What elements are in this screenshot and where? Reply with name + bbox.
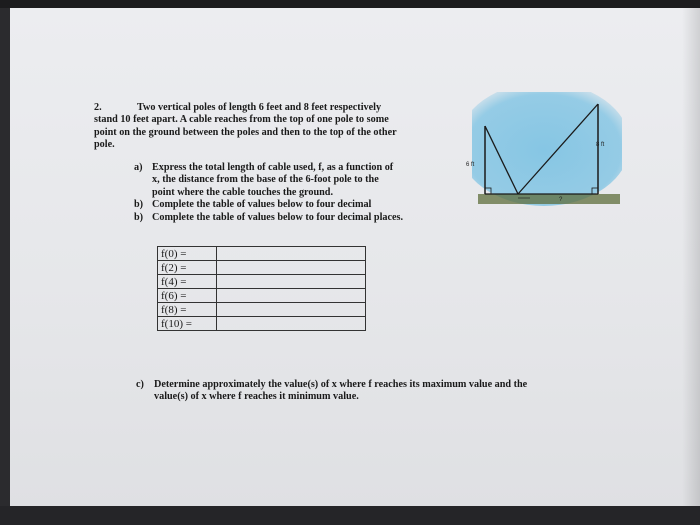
table-answer-cell[interactable] <box>217 317 366 331</box>
problem-number: 2. <box>94 102 102 113</box>
table-row <box>158 275 366 289</box>
table-row <box>158 247 366 261</box>
ground-strip <box>478 194 620 204</box>
table-row-label: f(4) = <box>158 275 217 289</box>
part-c-text: value(s) of x where f reaches it minimum value. <box>154 391 359 403</box>
part-b <box>134 199 464 211</box>
values-table <box>157 246 366 331</box>
table-answer-cell[interactable] <box>217 303 366 317</box>
table-answer-cell[interactable] <box>217 261 366 275</box>
table-row <box>158 261 366 275</box>
part-a-text: Express the total length of cable used, f, as a function of <box>152 162 394 173</box>
part-c-label: c) <box>136 379 144 390</box>
table-answer-cell[interactable] <box>217 289 366 303</box>
part-b-repeat <box>134 212 464 224</box>
part-a <box>134 162 464 199</box>
problem-statement-line: stand 10 feet apart. A cable reaches from the top of one pole to some <box>94 114 389 126</box>
part-c-text: Determine approximately the value(s) of x where f reaches its maximum value and the <box>154 379 528 390</box>
part-b-label: b) <box>134 211 144 223</box>
part-a-text: x, the distance from the base of the 6-foot pole to the <box>152 174 379 186</box>
left-pole-label: 6 ft <box>466 162 475 168</box>
table-row <box>158 317 366 331</box>
problem-block <box>94 102 454 223</box>
table-row <box>158 289 366 303</box>
ground-distance-mark: ? <box>559 197 563 203</box>
table-row-label: f(6) = <box>158 289 217 303</box>
question-parts <box>134 162 464 224</box>
poles-diagram-svg <box>472 92 622 216</box>
part-b-text: Complete the table of values below to four decimal places. <box>152 211 404 223</box>
part-a-label: a) <box>134 162 143 173</box>
monitor-bezel <box>0 0 700 8</box>
poles-diagram <box>466 92 622 216</box>
table-answer-cell[interactable] <box>217 275 366 289</box>
problem-statement-line: pole. <box>94 139 115 151</box>
problem-statement-line: point on the ground between the poles and then to the top of the other <box>94 126 397 138</box>
monitor-bottom-edge <box>0 506 700 525</box>
table-row <box>158 303 366 317</box>
sky-background <box>472 92 622 206</box>
part-c <box>136 379 606 404</box>
right-pole-label: 8 ft <box>596 142 605 148</box>
page-shadow <box>682 8 700 508</box>
problem-statement-line: Two vertical poles of length 6 feet and 8 feet respectively <box>137 102 382 113</box>
table-row-label: f(10) = <box>158 317 217 331</box>
table-row-label: f(2) = <box>158 261 217 275</box>
table-row-label: f(8) = <box>158 303 217 317</box>
table-row-label: f(0) = <box>158 247 217 261</box>
part-a-text: point where the cable touches the ground. <box>152 186 334 198</box>
part-b-text: Complete the table of values below to four decimal <box>152 199 372 211</box>
table-answer-cell[interactable] <box>217 247 366 261</box>
part-b-label: b) <box>134 199 144 211</box>
